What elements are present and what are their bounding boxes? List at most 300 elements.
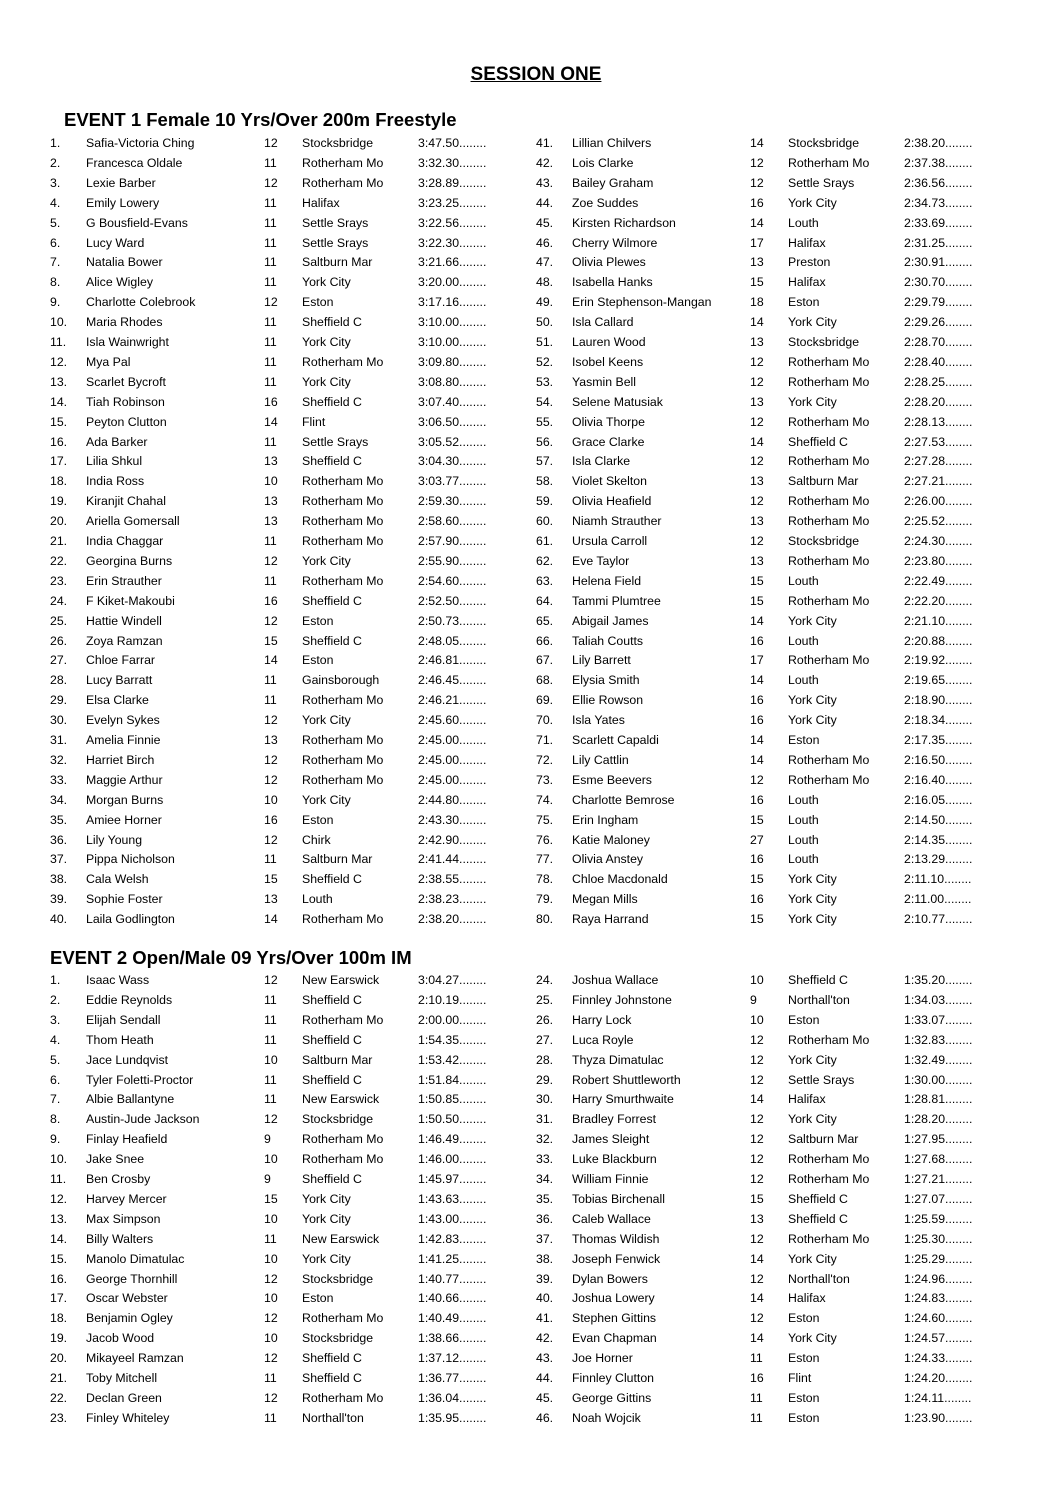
swimmer-name: Eve Taylor — [572, 553, 630, 568]
swimmer-age: 14 — [750, 1331, 764, 1346]
swimmer-club: Rotherham Mo — [302, 912, 384, 927]
swimmer-age: 10 — [264, 792, 278, 807]
entry-time: 1:35.95........ — [418, 1410, 487, 1425]
swimmer-club: Louth — [788, 792, 819, 807]
swimmer-name: William Finnie — [572, 1172, 649, 1186]
entry-position: 18. — [50, 1311, 68, 1326]
swimmer-club: Sheffield C — [302, 1371, 362, 1385]
entry-position: 24. — [50, 593, 68, 608]
swimmer-club: Rotherham Mo — [788, 1152, 870, 1167]
swimmer-name: Elijah Sendall — [86, 1012, 161, 1027]
swimmer-club: Eston — [302, 653, 334, 668]
entry-time: 2:45.00........ — [418, 752, 487, 767]
swimmer-club: Stocksbridge — [302, 1112, 374, 1127]
swimmer-club: Sheffield C — [302, 1351, 362, 1366]
swimmer-name: Cherry Wilmore — [572, 235, 658, 250]
swimmer-age: 12 — [750, 414, 764, 429]
swimmer-club: York City — [302, 553, 351, 568]
swimmer-age: 11 — [264, 1371, 277, 1385]
swimmer-club: Eston — [788, 1311, 820, 1326]
swimmer-name: Tobias Birchenall — [572, 1191, 665, 1206]
swimmer-name: Erin Stephenson-Mangan — [572, 295, 712, 310]
swimmer-name: Grace Clarke — [572, 434, 645, 449]
swimmer-age: 14 — [750, 673, 764, 688]
swimmer-club: Settle Srays — [302, 215, 369, 230]
swimmer-club: Rotherham Mo — [302, 1132, 384, 1147]
entry-position: 60. — [536, 514, 554, 529]
entry-time: 2:16.50........ — [904, 752, 973, 767]
entry-time: 2:48.05........ — [418, 633, 487, 648]
entry-time: 2:21.10........ — [904, 613, 973, 628]
entry-time: 1:40.49........ — [418, 1311, 487, 1326]
swimmer-club: Rotherham Mo — [302, 155, 384, 170]
swimmer-club: Rotherham Mo — [788, 454, 870, 469]
swimmer-age: 12 — [750, 1172, 764, 1186]
swimmer-name: Joe Horner — [572, 1351, 633, 1366]
swimmer-name: Isobel Keens — [572, 354, 644, 369]
swimmer-name: Lillian Chilvers — [572, 136, 652, 150]
swimmer-age: 16 — [750, 892, 764, 907]
swimmer-club: York City — [302, 1211, 351, 1226]
entry-time: 3:32.30........ — [418, 155, 487, 170]
entry-position: 23. — [50, 573, 68, 588]
swimmer-name: Raya Harrand — [572, 912, 649, 927]
swimmer-name: Luca Royle — [572, 1032, 634, 1047]
swimmer-age: 11 — [264, 195, 277, 210]
swimmer-age: 16 — [750, 1371, 764, 1385]
swimmer-age: 11 — [264, 693, 277, 708]
swimmer-age: 11 — [264, 534, 277, 548]
swimmer-age: 10 — [264, 1291, 278, 1306]
swimmer-age: 11 — [264, 374, 277, 389]
swimmer-club: Eston — [788, 1351, 820, 1366]
swimmer-name: Niamh Strauther — [572, 514, 662, 529]
entry-time: 2:52.50........ — [418, 593, 487, 608]
swimmer-age: 11 — [264, 992, 277, 1007]
entry-time: 1:28.81........ — [904, 1092, 973, 1107]
entry-position: 43. — [536, 175, 554, 190]
swimmer-club: Rotherham Mo — [302, 514, 384, 529]
swimmer-age: 15 — [750, 593, 764, 608]
entry-position: 52. — [536, 354, 554, 369]
entry-time: 2:00.00........ — [418, 1012, 487, 1027]
swimmer-age: 10 — [264, 1052, 278, 1067]
swimmer-name: Joshua Lowery — [572, 1291, 655, 1306]
entry-time: 2:26.00........ — [904, 494, 973, 509]
swimmer-age: 11 — [264, 255, 277, 270]
swimmer-club: York City — [788, 195, 837, 210]
swimmer-age: 11 — [264, 1231, 277, 1246]
swimmer-age: 13 — [750, 255, 764, 270]
swimmer-name: Zoya Ramzan — [86, 633, 163, 648]
swimmer-age: 16 — [750, 792, 764, 807]
swimmer-age: 11 — [750, 1410, 763, 1425]
swimmer-name: Noah Wojcik — [572, 1410, 641, 1425]
swimmer-name: Peyton Clutton — [86, 414, 167, 429]
entry-time: 1:25.29........ — [904, 1251, 973, 1266]
swimmer-club: York City — [302, 275, 351, 290]
entry-time: 1:46.00........ — [418, 1152, 487, 1167]
swimmer-name: Georgina Burns — [86, 553, 173, 568]
entry-position: 61. — [536, 534, 554, 548]
swimmer-club: New Earswick — [302, 1092, 380, 1107]
entry-position: 51. — [536, 335, 554, 349]
swimmer-name: Lexie Barber — [86, 175, 156, 190]
swimmer-age: 13 — [750, 514, 764, 529]
swimmer-club: Chirk — [302, 832, 331, 847]
entry-position: 31. — [536, 1112, 554, 1127]
entry-time: 1:42.83........ — [418, 1231, 487, 1246]
swimmer-club: Louth — [788, 633, 819, 648]
swimmer-age: 15 — [264, 872, 278, 887]
entry-time: 3:09.80........ — [418, 354, 487, 369]
swimmer-club: Stocksbridge — [788, 136, 860, 150]
swimmer-club: Rotherham Mo — [302, 474, 384, 489]
swimmer-age: 11 — [264, 852, 277, 867]
entry-position: 79. — [536, 892, 554, 907]
entry-time: 2:27.28........ — [904, 454, 973, 469]
swimmer-club: Rotherham Mo — [302, 1390, 384, 1405]
swimmer-name: Sophie Foster — [86, 892, 163, 907]
entry-position: 42. — [536, 155, 554, 170]
entry-position: 54. — [536, 394, 554, 409]
entry-time: 2:30.70........ — [904, 275, 973, 290]
swimmer-age: 17 — [750, 653, 764, 668]
swimmer-age: 11 — [264, 1092, 277, 1107]
entry-time: 2:14.50........ — [904, 812, 973, 827]
swimmer-club: Sheffield C — [302, 872, 362, 887]
entry-position: 21. — [50, 1371, 68, 1385]
swimmer-name: Stephen Gittins — [572, 1311, 657, 1326]
swimmer-age: 12 — [750, 1152, 764, 1167]
swimmer-age: 12 — [750, 1072, 764, 1087]
entry-position: 13. — [50, 374, 68, 389]
swimmer-club: Sheffield C — [302, 394, 362, 409]
swimmer-age: 14 — [264, 414, 278, 429]
swimmer-club: York City — [302, 792, 351, 807]
swimmer-age: 12 — [264, 1112, 278, 1127]
entry-position: 77. — [536, 852, 554, 867]
swimmer-name: Kiranjit Chahal — [86, 494, 166, 509]
swimmer-age: 9 — [750, 992, 757, 1007]
swimmer-age: 14 — [750, 1251, 764, 1266]
swimmer-club: Stocksbridge — [302, 1271, 374, 1286]
entry-position: 35. — [50, 812, 68, 827]
swimmer-age: 12 — [264, 973, 278, 987]
entry-position: 8. — [50, 1112, 61, 1127]
entry-position: 14. — [50, 394, 68, 409]
swimmer-club: Saltburn Mar — [302, 1052, 373, 1067]
swimmer-club: Rotherham Mo — [302, 354, 384, 369]
swimmer-age: 16 — [750, 852, 764, 867]
entry-time: 3:22.30........ — [418, 235, 487, 250]
entry-position: 47. — [536, 255, 554, 270]
swimmer-club: York City — [302, 1191, 351, 1206]
entry-position: 4. — [50, 1032, 61, 1047]
entry-time: 3:47.50........ — [418, 136, 487, 150]
entry-time: 1:32.83........ — [904, 1032, 973, 1047]
swimmer-name: Lily Cattlin — [572, 752, 629, 767]
swimmer-name: George Thornhill — [86, 1271, 178, 1286]
entry-time: 1:24.20........ — [904, 1371, 973, 1385]
entry-position: 6. — [50, 235, 61, 250]
swimmer-name: Finnley Clutton — [572, 1371, 655, 1385]
swimmer-age: 11 — [264, 434, 277, 449]
entry-position: 48. — [536, 275, 554, 290]
swimmer-age: 16 — [750, 633, 764, 648]
swimmer-name: Ursula Carroll — [572, 534, 648, 548]
swimmer-club: Sheffield C — [788, 973, 848, 987]
swimmer-name: Max Simpson — [86, 1211, 161, 1226]
swimmer-club: Rotherham Mo — [788, 1231, 870, 1246]
swimmer-age: 15 — [264, 1191, 278, 1206]
swimmer-age: 12 — [750, 155, 764, 170]
swimmer-club: Eston — [302, 613, 334, 628]
entry-position: 25. — [50, 613, 68, 628]
swimmer-age: 12 — [750, 1271, 764, 1286]
swimmer-club: Sheffield C — [302, 1032, 362, 1047]
entry-position: 17. — [50, 1291, 68, 1306]
swimmer-club: Eston — [788, 1390, 820, 1405]
swimmer-club: York City — [788, 912, 837, 927]
entry-position: 11. — [50, 1172, 67, 1186]
entry-position: 19. — [50, 1331, 68, 1346]
swimmer-club: York City — [788, 872, 837, 887]
swimmer-age: 12 — [264, 772, 278, 787]
swimmer-name: Olivia Heafield — [572, 494, 652, 509]
entry-position: 34. — [50, 792, 68, 807]
swimmer-club: Rotherham Mo — [788, 1032, 870, 1047]
entry-position: 57. — [536, 454, 554, 469]
swimmer-club: Stocksbridge — [788, 335, 860, 349]
swimmer-name: Austin-Jude Jackson — [86, 1112, 200, 1127]
swimmer-club: Eston — [302, 1291, 334, 1306]
swimmer-age: 14 — [750, 315, 764, 330]
swimmer-age: 12 — [264, 832, 278, 847]
swimmer-club: Rotherham Mo — [788, 553, 870, 568]
entry-time: 2:34.73........ — [904, 195, 973, 210]
entry-time: 1:23.90........ — [904, 1410, 973, 1425]
swimmer-age: 11 — [264, 235, 277, 250]
entry-time: 2:20.88........ — [904, 633, 973, 648]
entry-position: 12. — [50, 1191, 68, 1206]
swimmer-name: Katie Maloney — [572, 832, 650, 847]
swimmer-name: Emily Lowery — [86, 195, 160, 210]
entry-position: 20. — [50, 514, 68, 529]
entry-time: 2:18.34........ — [904, 713, 973, 728]
swimmer-name: Amelia Finnie — [86, 733, 161, 747]
swimmer-name: Alice Wigley — [86, 275, 153, 290]
swimmer-age: 12 — [750, 374, 764, 389]
swimmer-age: 14 — [750, 136, 764, 150]
swimmer-name: Finley Whiteley — [86, 1410, 170, 1425]
swimmer-age: 12 — [750, 772, 764, 787]
swimmer-club: Rotherham Mo — [788, 593, 870, 608]
entry-position: 27. — [536, 1032, 554, 1047]
entry-position: 44. — [536, 1371, 554, 1385]
swimmer-name: Evan Chapman — [572, 1331, 657, 1346]
swimmer-age: 16 — [264, 812, 278, 827]
entry-position: 7. — [50, 255, 61, 270]
swimmer-name: Charlotte Colebrook — [86, 295, 196, 310]
swimmer-name: Natalia Bower — [86, 255, 163, 270]
swimmer-club: York City — [788, 1331, 837, 1346]
swimmer-age: 10 — [750, 973, 764, 987]
swimmer-age: 12 — [750, 534, 764, 548]
swimmer-club: Settle Srays — [302, 434, 369, 449]
entry-position: 11. — [50, 335, 67, 349]
entry-position: 37. — [50, 852, 68, 867]
swimmer-club: Sheffield C — [302, 315, 362, 330]
swimmer-club: Louth — [788, 673, 819, 688]
swimmer-age: 12 — [750, 494, 764, 509]
entry-time: 2:31.25........ — [904, 235, 973, 250]
entry-time: 1:24.11........ — [904, 1390, 972, 1405]
entry-time: 2:27.53........ — [904, 434, 973, 449]
swimmer-name: Morgan Burns — [86, 792, 164, 807]
entry-time: 2:14.35........ — [904, 832, 973, 847]
swimmer-age: 11 — [264, 1032, 277, 1047]
entry-time: 2:45.60........ — [418, 713, 487, 728]
swimmer-club: Rotherham Mo — [788, 653, 870, 668]
swimmer-club: Rotherham Mo — [302, 1311, 384, 1326]
swimmer-age: 12 — [750, 454, 764, 469]
entry-time: 1:25.30........ — [904, 1231, 973, 1246]
entry-time: 2:19.92........ — [904, 653, 973, 668]
entry-position: 5. — [50, 215, 61, 230]
swimmer-age: 10 — [264, 1152, 278, 1167]
swimmer-age: 15 — [750, 1191, 764, 1206]
swimmer-name: Scarlet Bycroft — [86, 374, 166, 389]
swimmer-age: 12 — [264, 752, 278, 767]
entry-time: 2:11.10........ — [904, 872, 972, 887]
entry-time: 2:17.35........ — [904, 733, 973, 747]
swimmer-club: Halifax — [788, 1291, 826, 1306]
swimmer-name: Joshua Wallace — [572, 973, 659, 987]
entry-position: 38. — [50, 872, 68, 887]
entry-position: 65. — [536, 613, 554, 628]
swimmer-name: Taliah Coutts — [572, 633, 644, 648]
entry-time: 3:21.66........ — [418, 255, 487, 270]
swimmer-club: York City — [788, 315, 837, 330]
swimmer-club: Rotherham Mo — [788, 155, 870, 170]
entry-position: 25. — [536, 992, 554, 1007]
entry-position: 38. — [536, 1251, 554, 1266]
entry-time: 2:46.21........ — [418, 693, 487, 708]
swimmer-name: Safia-Victoria Ching — [86, 136, 195, 150]
swimmer-club: Rotherham Mo — [302, 752, 384, 767]
swimmer-name: Chloe Farrar — [86, 653, 156, 668]
swimmer-age: 12 — [750, 354, 764, 369]
swimmer-club: Rotherham Mo — [788, 354, 870, 369]
swimmer-name: Amiee Horner — [86, 812, 162, 827]
entry-time: 3:28.89........ — [418, 175, 487, 190]
swimmer-name: Joseph Fenwick — [572, 1251, 661, 1266]
swimmer-age: 10 — [264, 474, 278, 489]
entry-position: 75. — [536, 812, 554, 827]
swimmer-age: 11 — [264, 215, 277, 230]
entry-time: 1:38.66........ — [418, 1331, 487, 1346]
swimmer-name: George Gittins — [572, 1390, 652, 1405]
swimmer-club: Louth — [302, 892, 333, 907]
swimmer-name: Selene Matusiak — [572, 394, 663, 409]
swimmer-age: 9 — [264, 1172, 271, 1186]
swimmer-club: Rotherham Mo — [302, 1152, 384, 1167]
entry-time: 2:37.38........ — [904, 155, 973, 170]
swimmer-club: Rotherham Mo — [788, 374, 870, 389]
swimmer-age: 15 — [750, 275, 764, 290]
entry-position: 78. — [536, 872, 554, 887]
swimmer-age: 13 — [264, 514, 278, 529]
swimmer-name: Isla Clarke — [572, 454, 631, 469]
entry-time: 2:10.77........ — [904, 912, 973, 927]
swimmer-club: Northall'ton — [788, 1271, 850, 1286]
swimmer-name: Megan Mills — [572, 892, 638, 907]
entry-time: 3:23.25........ — [418, 195, 487, 210]
entry-time: 3:10.00........ — [418, 315, 487, 330]
entry-position: 1. — [50, 136, 61, 150]
entry-time: 1:24.83........ — [904, 1291, 973, 1306]
swimmer-club: Stocksbridge — [788, 534, 860, 548]
entry-position: 30. — [536, 1092, 554, 1107]
swimmer-age: 15 — [750, 912, 764, 927]
swimmer-name: Abigail James — [572, 613, 649, 628]
swimmer-name: Pippa Nicholson — [86, 852, 175, 867]
entry-position: 16. — [50, 434, 68, 449]
swimmer-name: Maria Rhodes — [86, 315, 163, 330]
entry-time: 1:51.84........ — [418, 1072, 487, 1087]
swimmer-name: Lauren Wood — [572, 335, 646, 349]
entry-position: 70. — [536, 713, 554, 728]
swimmer-club: York City — [788, 613, 837, 628]
entry-time: 3:10.00........ — [418, 335, 487, 349]
swimmer-age: 12 — [750, 1032, 764, 1047]
entry-position: 4. — [50, 195, 61, 210]
swimmer-club: Halifax — [302, 195, 340, 210]
entry-time: 1:43.63........ — [418, 1191, 487, 1206]
entry-time: 2:55.90........ — [418, 553, 487, 568]
swimmer-name: Tyler Foletti-Proctor — [86, 1072, 194, 1087]
swimmer-age: 10 — [750, 1012, 764, 1027]
entry-time: 2:29.26........ — [904, 315, 973, 330]
swimmer-name: Isla Callard — [572, 315, 634, 330]
entry-position: 80. — [536, 912, 554, 927]
entry-time: 2:41.44........ — [418, 852, 487, 867]
swimmer-club: Eston — [788, 733, 820, 747]
swimmer-age: 14 — [750, 613, 764, 628]
swimmer-age: 13 — [750, 335, 764, 349]
entry-time: 2:13.29........ — [904, 852, 973, 867]
swimmer-name: Tammi Plumtree — [572, 593, 661, 608]
swimmer-age: 11 — [264, 335, 277, 349]
swimmer-club: Louth — [788, 812, 819, 827]
entry-position: 6. — [50, 1072, 61, 1087]
swimmer-club: Gainsborough — [302, 673, 380, 688]
entry-time: 2:28.70........ — [904, 335, 973, 349]
swimmer-club: Settle Srays — [788, 1072, 855, 1087]
swimmer-name: Benjamin Ogley — [86, 1311, 173, 1326]
session-title: SESSION ONE — [470, 64, 602, 85]
entry-position: 3. — [50, 175, 61, 190]
entry-time: 2:25.52........ — [904, 514, 973, 529]
entry-time: 2:24.30........ — [904, 534, 973, 548]
swimmer-name: Tiah Robinson — [86, 394, 165, 409]
entry-time: 1:33.07........ — [904, 1012, 973, 1027]
swimmer-name: Maggie Arthur — [86, 772, 163, 787]
entry-time: 1:45.97........ — [418, 1172, 487, 1186]
swimmer-name: Harry Lock — [572, 1012, 632, 1027]
swimmer-name: Lucy Ward — [86, 235, 145, 250]
